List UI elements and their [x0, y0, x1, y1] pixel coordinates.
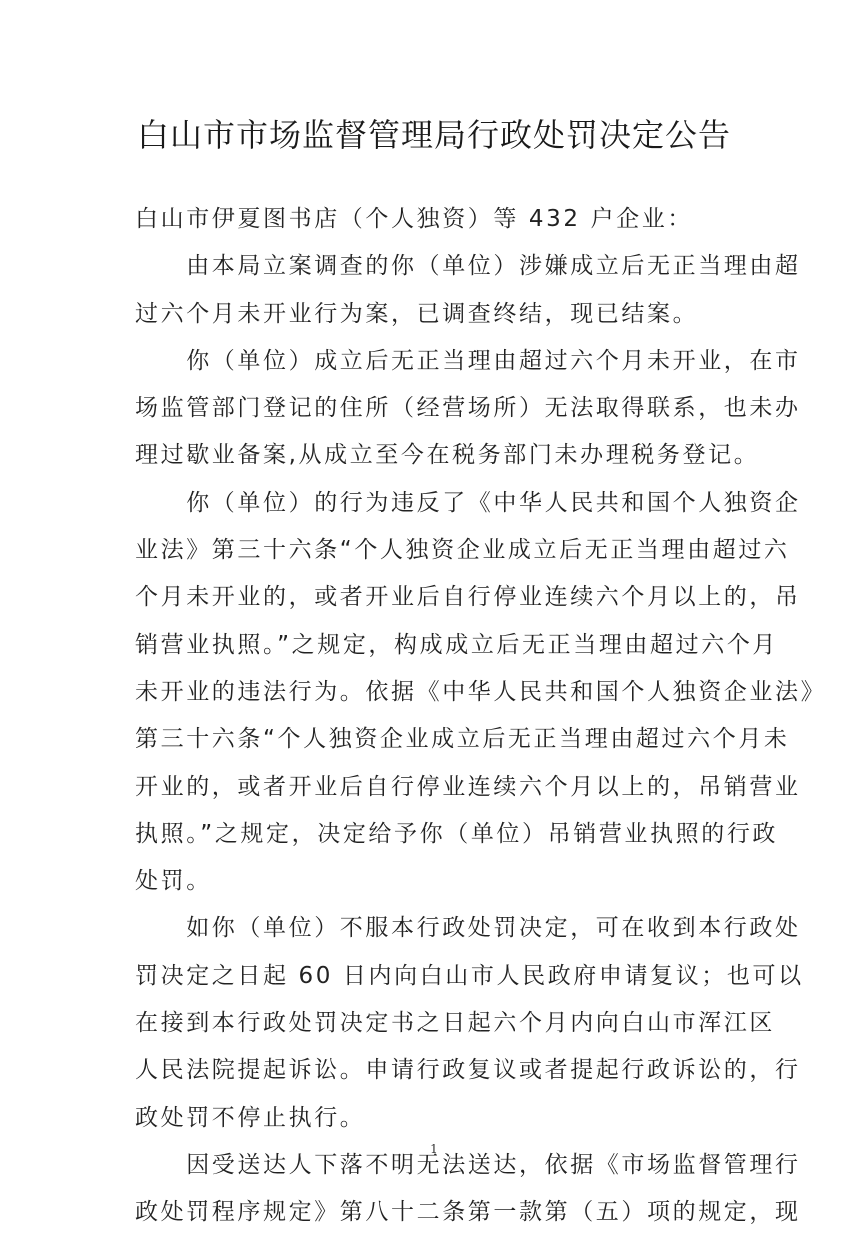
paragraph-line: 政处罚程序规定》第八十二条第一款第（五）项的规定，现	[135, 1199, 801, 1226]
page-number: 1	[430, 1142, 438, 1156]
paragraph-line: 由本局立案调查的你（单位）涉嫌成立后无正当理由超	[135, 253, 801, 280]
paragraph-line: 执照。”之规定，决定给予你（单位）吊销营业执照的行政	[135, 820, 779, 847]
paragraph-service-notice	[135, 1142, 801, 1237]
paragraph-line: 因受送达人下落不明无法送达，依据《市场监督管理行	[135, 1151, 801, 1178]
paragraph-line: 个月未开业的，或者开业后自行停业连续六个月以上的，吊	[135, 584, 801, 611]
paragraph-appeal-rights	[135, 905, 804, 1141]
paragraph-line: 过六个月未开业行为案，已调查终结，现已结案。	[135, 300, 699, 327]
paragraph-line: 罚决定之日起 60 日内向白山市人民政府申请复议；也可以	[135, 962, 804, 989]
paragraph-line: 处罚。	[135, 868, 212, 895]
paragraph-facts	[135, 338, 801, 480]
paragraph-line: 你（单位）成立后无正当理由超过六个月未开业，在市	[135, 347, 801, 374]
paragraph-line: 人民法院提起诉讼。申请行政复议或者提起行政诉讼的，行	[135, 1057, 801, 1084]
paragraph-legal-basis	[135, 480, 827, 906]
paragraph-line: 如你（单位）不服本行政处罚决定，可在收到本行政处	[135, 915, 801, 942]
paragraph-line: 在接到本行政处罚决定书之日起六个月内向白山市浑江区	[135, 1010, 775, 1037]
paragraph-line: 理过歇业备案,从成立至今在税务部门未办理税务登记。	[135, 442, 760, 469]
paragraph-line: 政处罚不停止执行。	[135, 1104, 366, 1131]
paragraph-case-filing	[135, 243, 801, 338]
addressee-line: 白山市伊夏图书店（个人独资）等 432 户企业：	[135, 206, 693, 232]
paragraph-line: 业法》第三十六条“个人独资企业成立后无正当理由超过六	[135, 537, 790, 564]
document-body	[135, 196, 827, 1237]
paragraph-line: 第三十六条“个人独资企业成立后无正当理由超过六个月未	[135, 726, 790, 753]
paragraph-line: 你（单位）的行为违反了《中华人民共和国个人独资企	[135, 489, 801, 516]
document-title: 白山市市场监督管理局行政处罚决定公告	[136, 116, 731, 154]
paragraph-line: 场监管部门登记的住所（经营场所）无法取得联系，也未办	[135, 395, 801, 422]
paragraph-line: 开业的，或者开业后自行停业连续六个月以上的，吊销营业	[135, 773, 801, 800]
paragraph-line: 未开业的违法行为。依据《中华人民共和国个人独资企业法》	[135, 678, 827, 705]
paragraph-line: 销营业执照。”之规定，构成成立后无正当理由超过六个月	[135, 631, 779, 658]
